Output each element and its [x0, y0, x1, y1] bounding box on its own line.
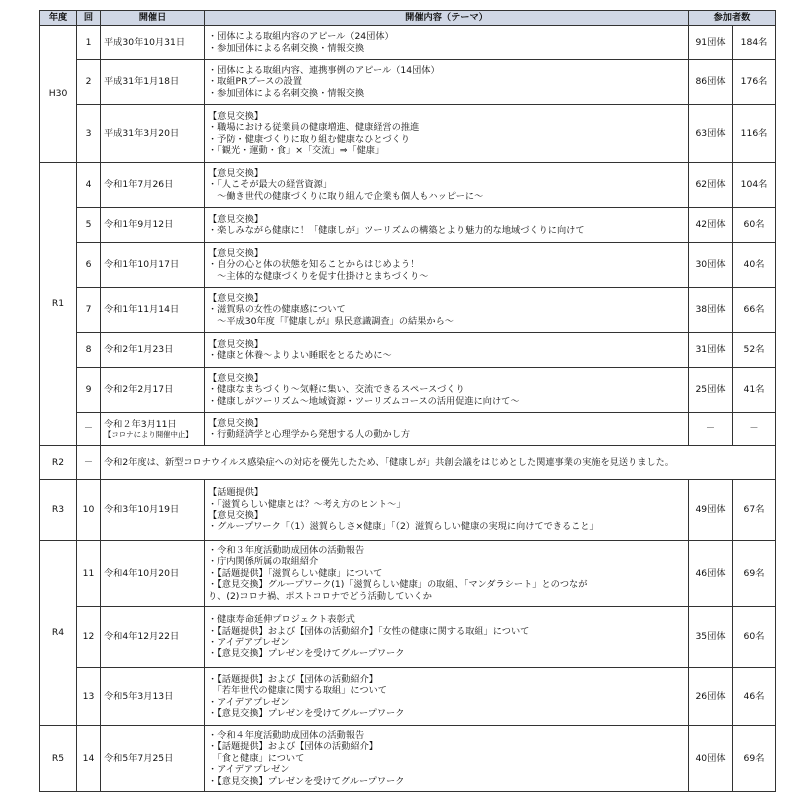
round-cell: 3: [77, 105, 101, 163]
theme-line: 【意見交換】: [208, 338, 264, 350]
people-cell: 116名: [733, 105, 776, 163]
table-row: [40, 26, 776, 60]
round-cell: 6: [77, 243, 101, 288]
people-cell: 66名: [733, 288, 776, 333]
theme-cell: [205, 60, 689, 105]
theme-line: ・庁内関係所属の取組紹介: [208, 556, 319, 568]
theme-line: 【意見交換】: [208, 417, 264, 429]
theme-line: ・令和３年度活動助成団体の活動報告: [208, 544, 365, 556]
date-cell: 平成31年3月20日: [101, 105, 205, 163]
table-row: [40, 413, 776, 446]
theme-line: 【意見交換】: [208, 110, 264, 122]
table-row: [40, 105, 776, 163]
year-cell-r5: R5: [40, 726, 77, 792]
theme-line: ・令和４年度活動助成団体の活動報告: [208, 729, 365, 741]
round-cell: 4: [77, 163, 101, 208]
theme-line: ・参加団体による名刺交換・情報交換: [208, 42, 365, 54]
table-row: [40, 60, 776, 105]
theme-cell: [205, 607, 689, 668]
theme-cell: [205, 105, 689, 163]
theme-line: ・滋賀県の女性の健康感について: [208, 304, 346, 316]
cancellation-notice: 令和2年度は、新型コロナウイルス感染症への対応を優先したため、「健康しが」共創会議をはじめとした関連事業の実施を見送りました。: [101, 446, 776, 480]
table-row: [40, 541, 776, 607]
round-cell: 10: [77, 480, 101, 541]
people-cell: 52名: [733, 333, 776, 368]
people-cell: 60名: [733, 607, 776, 668]
theme-line: ～主体的な健康づくりを促す仕掛けとまちづくり～: [208, 270, 429, 282]
date-cell: 令和2年1月23日: [101, 333, 205, 368]
orgs-cell: 46団体: [689, 541, 733, 607]
table-row: [40, 368, 776, 413]
round-cell: 1: [77, 26, 101, 60]
orgs-cell: 25団体: [689, 368, 733, 413]
theme-cell: [205, 243, 689, 288]
theme-line: ・参加団体による名刺交換・情報交換: [208, 87, 365, 99]
round-cell: 11: [77, 541, 101, 607]
theme-line: 【話題提供】: [208, 487, 264, 499]
theme-line: ・アイデアプレゼン: [208, 764, 290, 776]
header-date: 開催日: [101, 11, 205, 26]
theme-line: ・職場における従業員の健康増進、健康経営の推進: [208, 122, 420, 134]
header-theme: 開催内容（テーマ）: [205, 11, 689, 26]
theme-line: ・【意見交換】グループワーク(1)「滋賀らしい健康」の取組、「マンダラシート」とのつなが: [208, 579, 588, 591]
orgs-cell: －: [689, 413, 733, 446]
date-cell: 令和4年10月20日: [101, 541, 205, 607]
orgs-cell: 31団体: [689, 333, 733, 368]
year-cell-r1: R1: [40, 163, 77, 446]
theme-line: ・アイデアプレゼン: [208, 696, 290, 708]
date-cell: 平成31年1月18日: [101, 60, 205, 105]
theme-line: 【意見交換】: [208, 167, 264, 179]
theme-line: 【意見交換】: [208, 247, 264, 259]
date-cell: 令和1年11月14日: [101, 288, 205, 333]
year-cell-r2: R2: [40, 446, 77, 480]
header-participants: 参加者数: [689, 11, 776, 26]
orgs-cell: 42団体: [689, 208, 733, 243]
cancel-note: 【コロナにより開催中止】: [104, 430, 193, 440]
date-cell: 令和1年10月17日: [101, 243, 205, 288]
round-cell: 2: [77, 60, 101, 105]
table-row: [40, 446, 776, 480]
theme-line: ・健康寿命延伸プロジェクト表彰式: [208, 614, 355, 626]
theme-line: ・【意見交換】プレゼンを受けてグループワーク: [208, 775, 405, 787]
round-cell: 13: [77, 668, 101, 726]
theme-cell: [205, 26, 689, 60]
table-row: [40, 208, 776, 243]
table-row: [40, 726, 776, 792]
date-cell: 令和3年10月19日: [101, 480, 205, 541]
theme-line: ・【話題提供】「滋賀らしい健康」について: [208, 567, 383, 579]
theme-line: ・「滋賀らしい健康とは？～考え方のヒント～」: [208, 498, 406, 510]
people-cell: 40名: [733, 243, 776, 288]
orgs-cell: 63団体: [689, 105, 733, 163]
table-row: [40, 480, 776, 541]
theme-line: ・自分の心と体の状態を知ることからはじめよう！: [208, 259, 420, 271]
theme-line: ・【意見交換】プレゼンを受けてグループワーク: [208, 648, 405, 660]
table-row: [40, 333, 776, 368]
round-cell: 9: [77, 368, 101, 413]
theme-line: 【意見交換】: [208, 372, 264, 384]
theme-cell: [205, 368, 689, 413]
people-cell: 69名: [733, 726, 776, 792]
theme-cell: [205, 163, 689, 208]
theme-line: ・団体による取組内容、連携事例のアピール（14団体）: [208, 64, 440, 76]
theme-line: 「若年世代の健康に関する取組」について: [208, 685, 387, 697]
theme-line: 「食と健康」について: [208, 752, 305, 764]
round-cell: 12: [77, 607, 101, 668]
year-cell-r3: R3: [40, 480, 77, 541]
theme-cell: [205, 541, 689, 607]
theme-line: 【意見交換】: [208, 213, 264, 225]
date-cell: 令和5年7月25日: [101, 726, 205, 792]
orgs-cell: 62団体: [689, 163, 733, 208]
round-cell: 8: [77, 333, 101, 368]
theme-line: ・楽しみながら健康に！「健康しが」ツーリズムの構築とより魅力的な地域づくりに向けて: [208, 225, 585, 236]
year-cell-r4: R4: [40, 541, 77, 726]
people-cell: 41名: [733, 368, 776, 413]
theme-line: ・「観光・運動・食」×「交流」⇒「健康」: [208, 144, 385, 156]
theme-cell: [205, 413, 689, 446]
year-cell-h30: H30: [40, 26, 77, 163]
theme-cell: [205, 480, 689, 541]
theme-line: り、(2)コロナ禍、ポストコロナでどう活動していくか: [208, 590, 432, 602]
people-cell: 60名: [733, 208, 776, 243]
date-cell: 令和1年7月26日: [101, 163, 205, 208]
theme-line: ・【意見交換】プレゼンを受けてグループワーク: [208, 707, 405, 719]
theme-line: 【意見交換】: [208, 510, 264, 521]
theme-line: ・【話題提供】および【団体の活動紹介】「女性の健康に関する取組」について: [208, 625, 530, 637]
theme-line: ・健康しがツーリズム～地域資源・ツーリズムコースの活用促進に向けて～: [208, 395, 520, 407]
header-round: 回: [77, 11, 101, 26]
orgs-cell: 38団体: [689, 288, 733, 333]
round-cell: －: [77, 446, 101, 480]
theme-line: ・健康と休養～よりよい睡眠をとるために～: [208, 350, 392, 361]
theme-line: ・【話題提供】および【団体の活動紹介】: [208, 673, 378, 685]
theme-line: ・健康なまちづくり～気軽に集い、交流できるスペースづくり: [208, 384, 465, 396]
people-cell: 184名: [733, 26, 776, 60]
people-cell: 46名: [733, 668, 776, 726]
table-row: [40, 288, 776, 333]
date-cell: 令和1年9月12日: [101, 208, 205, 243]
orgs-cell: 35団体: [689, 607, 733, 668]
theme-line: ・【話題提供】および【団体の活動紹介】: [208, 741, 378, 753]
theme-line: ・取組PRブースの設置: [208, 76, 302, 88]
theme-line: ・予防・健康づくりに取り組む健康なひとづくり: [208, 133, 410, 145]
theme-line: 【意見交換】: [208, 292, 264, 304]
theme-line: ・グループワーク「（1）滋賀らしさ×健康」「（2）滋賀らしい健康の実現に向けてできること」: [208, 521, 599, 533]
people-cell: 69名: [733, 541, 776, 607]
date-cell: 令和4年12月22日: [101, 607, 205, 668]
people-cell: 67名: [733, 480, 776, 541]
theme-cell: [205, 668, 689, 726]
table-header-row: [40, 11, 776, 26]
people-cell: 176名: [733, 60, 776, 105]
theme-line: ～平成30年度「『健康しが』県民意識調査」の結果から～: [208, 315, 454, 327]
orgs-cell: 49団体: [689, 480, 733, 541]
round-cell: 14: [77, 726, 101, 792]
theme-line: ・「人こそが最大の経営資源」: [208, 179, 333, 191]
theme-cell: [205, 726, 689, 792]
header-year: 年度: [40, 11, 77, 26]
table-row: [40, 607, 776, 668]
theme-line: ・アイデアプレゼン: [208, 637, 290, 648]
table-row: [40, 163, 776, 208]
table-row: [40, 243, 776, 288]
theme-cell: [205, 288, 689, 333]
orgs-cell: 91団体: [689, 26, 733, 60]
date-cell: 令和2年2月17日: [101, 368, 205, 413]
orgs-cell: 26団体: [689, 668, 733, 726]
theme-line: ～働き世代の健康づくりに取り組んで企業も個人もハッピーに～: [208, 190, 484, 202]
date-cell: 令和5年3月13日: [101, 668, 205, 726]
table-row: [40, 668, 776, 726]
people-cell: 104名: [733, 163, 776, 208]
round-cell: 7: [77, 288, 101, 333]
round-cell: －: [77, 413, 101, 446]
date-text: 令和２年3月11日: [104, 418, 177, 430]
orgs-cell: 40団体: [689, 726, 733, 792]
events-table: [39, 10, 776, 792]
theme-line: ・団体による取組内容のアピール（24団体）: [208, 31, 394, 43]
date-cell: [101, 413, 205, 446]
theme-cell: [205, 333, 689, 368]
people-cell: －: [733, 413, 776, 446]
orgs-cell: 30団体: [689, 243, 733, 288]
round-cell: 5: [77, 208, 101, 243]
theme-cell: [205, 208, 689, 243]
events-table-wrapper: [39, 10, 776, 792]
theme-line: ・行動経済学と心理学から発想する人の動かし方: [208, 429, 411, 440]
date-cell: 平成30年10月31日: [101, 26, 205, 60]
orgs-cell: 86団体: [689, 60, 733, 105]
